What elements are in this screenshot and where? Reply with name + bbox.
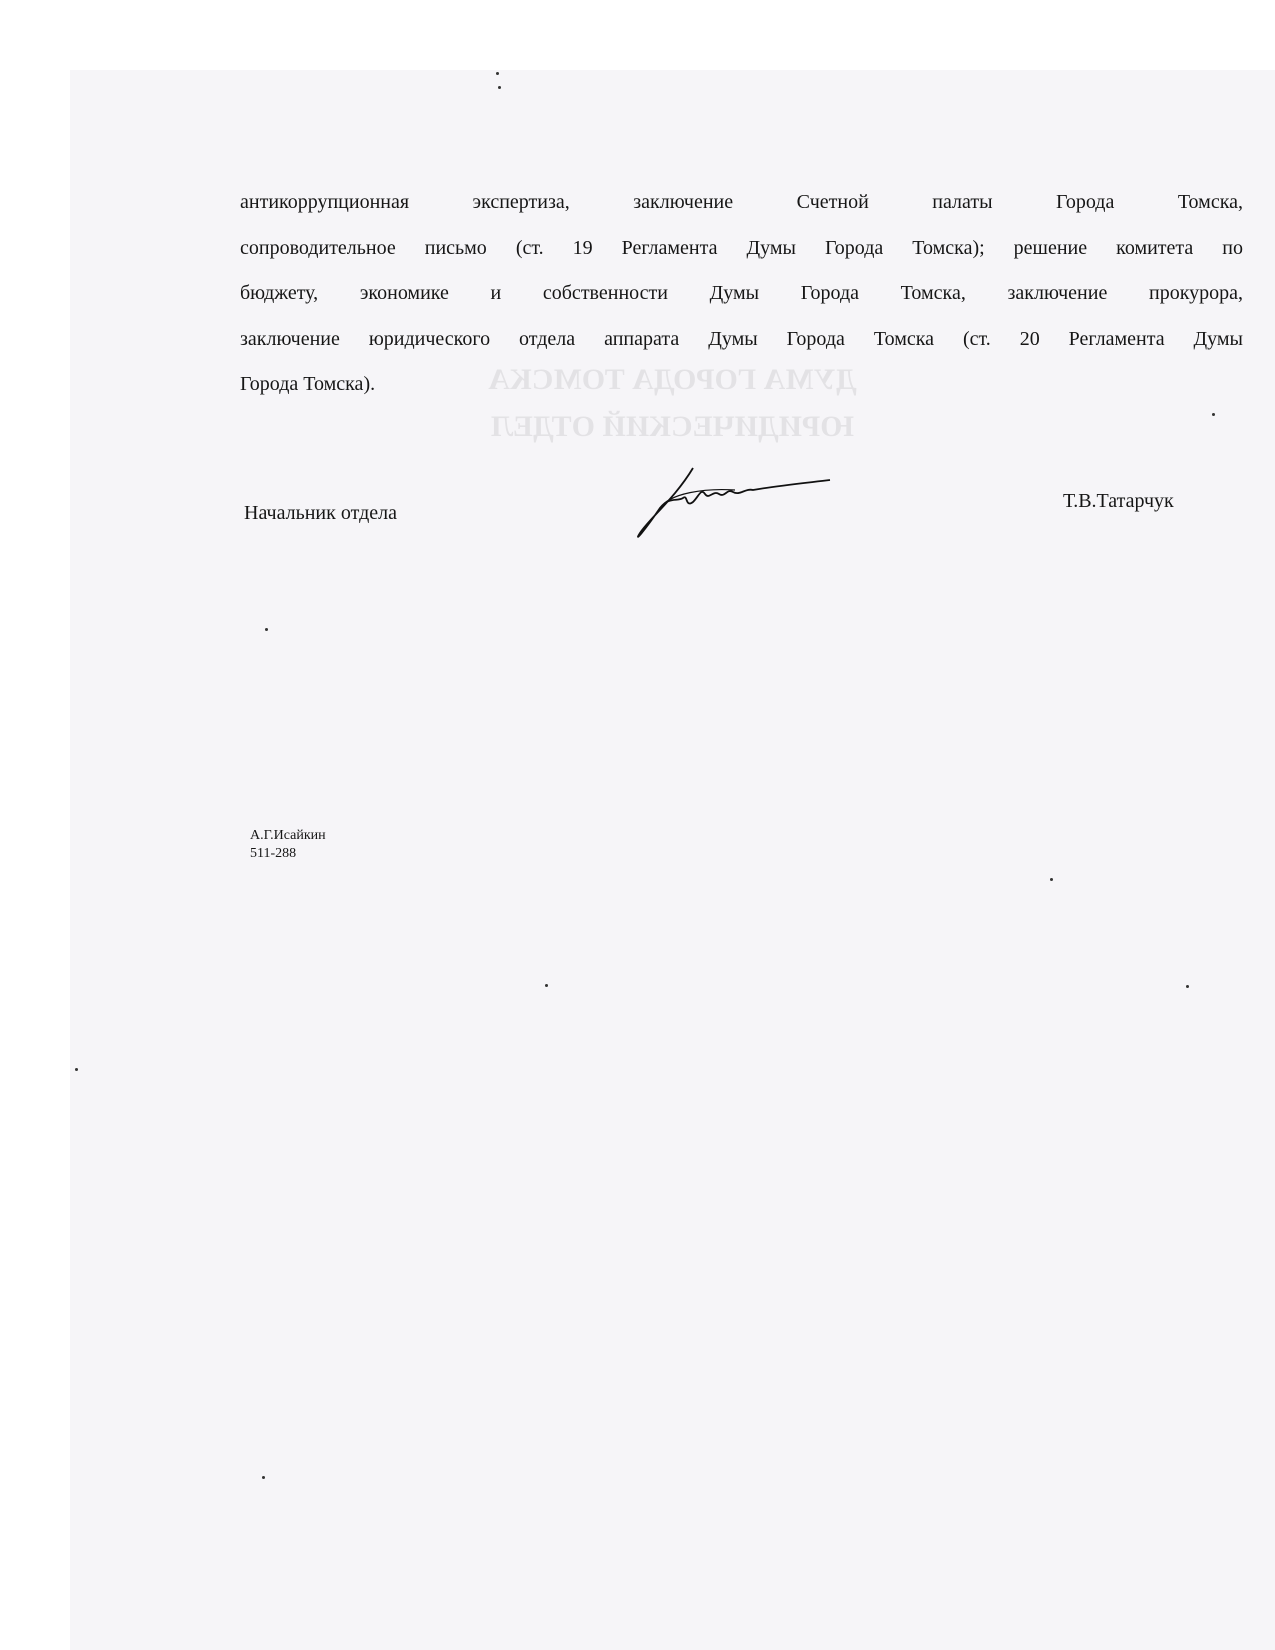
signatory-name: Т.В.Татарчук (1063, 490, 1174, 512)
scan-speck (1050, 878, 1053, 881)
bleed-header-1: ДУМА ГОРОДА ТОМСКА (488, 363, 857, 396)
scan-speck (262, 1476, 265, 1479)
paragraph-line: Города Томска). (240, 373, 376, 396)
paragraph-line: сопроводительное письмо (ст. 19 Регламента Думы Города Томска); решение комитета по (240, 236, 1243, 259)
executor-name: А.Г.Исайкин (250, 828, 326, 843)
scan-speck (75, 1068, 78, 1071)
bleed-header-2: ЮРИДИЧЕСКИЙ ОТДЕЛ (490, 410, 855, 443)
scan-speck (1186, 985, 1189, 988)
handwritten-signature (625, 458, 865, 548)
body-paragraph (240, 180, 1243, 408)
scan-speck (498, 86, 501, 89)
scan-speck (1212, 413, 1215, 416)
signatory-title: Начальник отдела (244, 502, 397, 524)
paragraph-line: бюджету, экономике и собственности Думы Города Томска, заключение прокурора, (240, 282, 1243, 305)
paragraph-line: антикоррупционная экспертиза, заключение Счетной палаты Города Томска, (240, 191, 1243, 213)
executor-phone: 511-288 (250, 846, 297, 861)
executor-block (250, 827, 326, 863)
scan-speck (265, 628, 268, 631)
scan-speck (545, 984, 548, 987)
scan-speck (496, 72, 499, 75)
paragraph-line: заключение юридического отдела аппарата Думы Города Томска (ст. 20 Регламента Думы (240, 327, 1243, 350)
